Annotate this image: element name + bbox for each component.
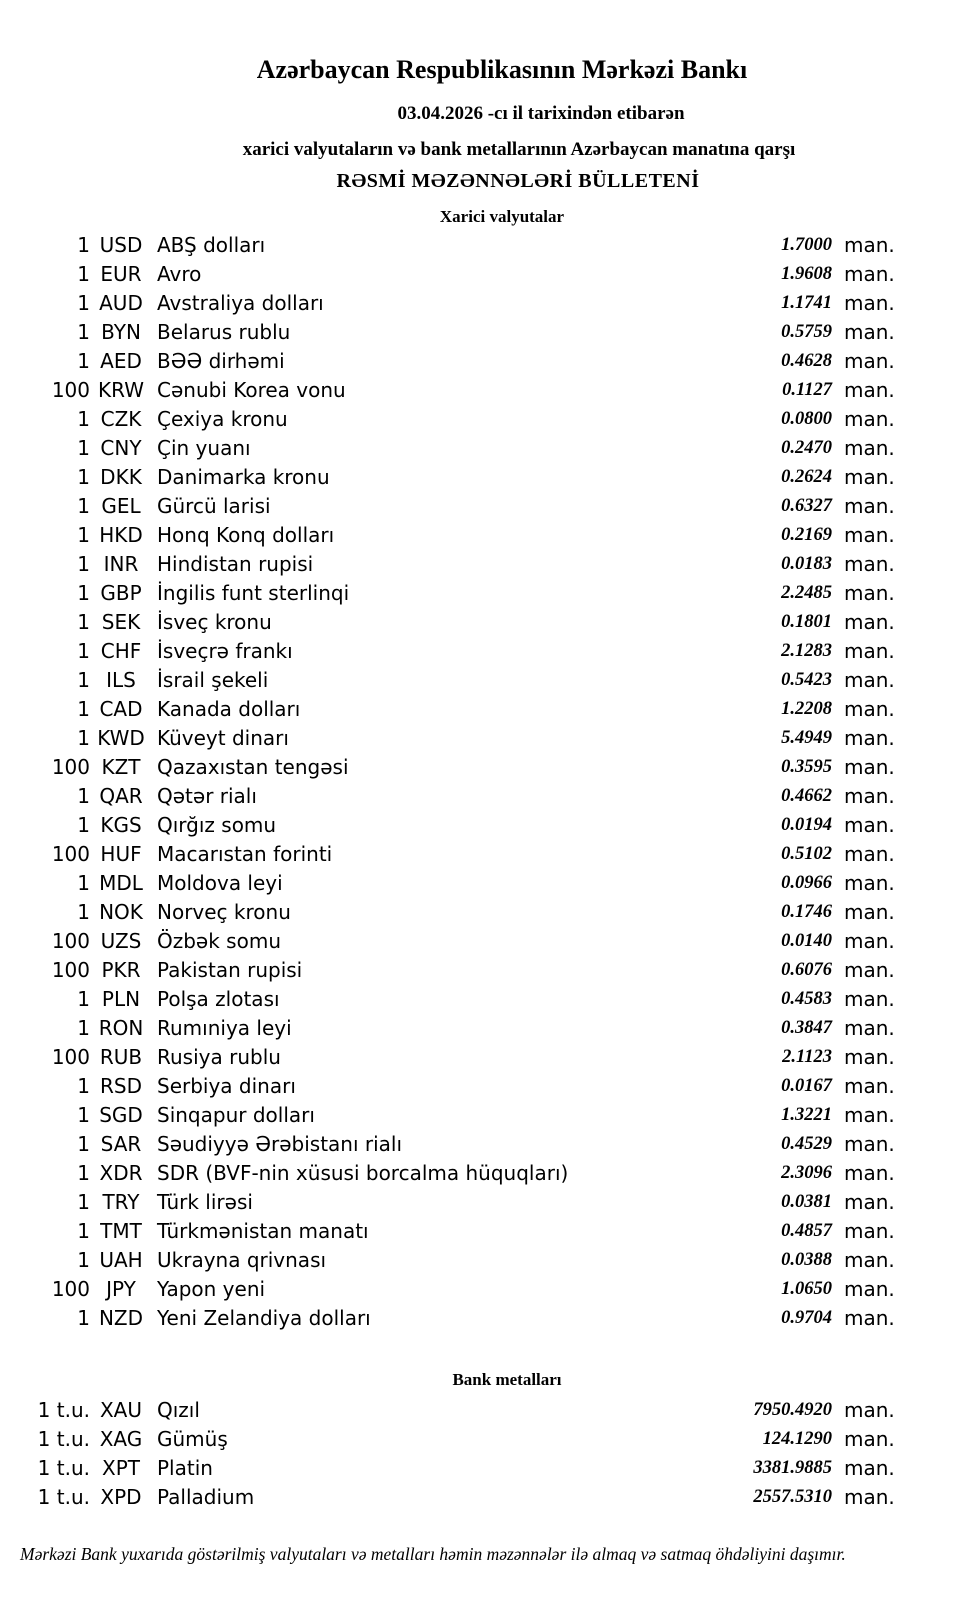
row-quantity: 1 [77,668,90,692]
row-name: Serbiya dinarı [157,1074,296,1098]
row-code: KGS [100,813,142,837]
row-rate: 0.4628 [781,351,832,371]
effective-date: 03.04.2026 -cı il tarixindən etibarən [397,103,685,124]
row-unit-label: man. [844,523,895,547]
row-quantity: 1 [77,349,90,373]
currency-row [0,840,898,869]
row-quantity: 1 [77,523,90,547]
row-code: TRY [102,1190,140,1214]
row-name: Qazaxıstan tengəsi [157,755,349,779]
row-unit-label: man. [844,610,895,634]
row-quantity: 1 [77,1248,90,1272]
row-unit-label: man. [844,1219,895,1243]
row-rate: 0.3847 [781,1018,832,1038]
currency-row [0,811,898,840]
row-unit-label: man. [844,1190,895,1214]
row-name: Ukrayna qrivnası [157,1248,327,1272]
row-rate: 0.5102 [781,844,832,864]
row-unit-label: man. [844,1016,895,1040]
row-name: Macarıstan forinti [157,842,333,866]
row-code: PLN [101,987,141,1011]
row-quantity: 1 t.u. [37,1427,90,1451]
row-name: Türk lirəsi [157,1190,253,1214]
currency-row [0,1072,898,1101]
row-rate: 5.4949 [781,728,832,748]
row-rate: 1.9608 [781,264,832,284]
row-quantity: 1 [77,871,90,895]
currency-row [0,985,898,1014]
row-code: BYN [101,320,141,344]
currency-row [0,666,898,695]
row-name: Hindistan rupisi [157,552,314,576]
row-code: CZK [100,407,142,431]
row-unit-label: man. [844,1074,895,1098]
row-code: PKR [101,958,141,982]
row-name: Avstraliya dolları [157,291,324,315]
row-name: SDR (BVF-nin xüsusi borcalma hüquqları) [157,1161,569,1185]
row-unit-label: man. [844,1132,895,1156]
currency-row [0,1217,898,1246]
row-quantity: 1 [77,1161,90,1185]
disclaimer-text: Mərkəzi Bank yuxarıda göstərilmiş valyutaları və metalları həmin məzənnələr ilə almaq və satmaq öhdəliyini daşımır. [20,1544,846,1564]
row-name: Çexiya kronu [157,407,288,431]
currency-row [0,695,898,724]
row-name: Küveyt dinarı [157,726,289,750]
currency-row [0,260,898,289]
row-code: XAG [99,1427,143,1451]
row-quantity: 1 [77,1103,90,1127]
row-quantity: 100 [51,1045,90,1069]
row-quantity: 1 t.u. [37,1485,90,1509]
row-rate: 0.0140 [781,931,832,951]
currency-row [0,898,898,927]
row-quantity: 1 [77,436,90,460]
currency-row [0,956,898,985]
currency-row [0,1014,898,1043]
row-unit-label: man. [844,668,895,692]
row-rate: 0.6327 [781,496,832,516]
row-quantity: 1 [77,813,90,837]
currency-row [0,521,898,550]
row-quantity: 1 [77,1132,90,1156]
row-rate: 1.7000 [781,235,832,255]
row-name: Palladium [157,1485,255,1509]
currency-row [0,1043,898,1072]
row-unit-label: man. [844,900,895,924]
row-unit-label: man. [844,842,895,866]
currency-row [0,753,898,782]
row-quantity: 1 [77,1074,90,1098]
row-code: ILS [106,668,136,692]
metal-row [0,1483,898,1512]
row-unit-label: man. [844,987,895,1011]
row-code: KWD [97,726,145,750]
row-unit-label: man. [844,465,895,489]
currency-row [0,318,898,347]
row-code: HKD [99,523,143,547]
currency-row [0,492,898,521]
row-rate: 0.0194 [781,815,832,835]
row-rate: 0.5759 [781,322,832,342]
row-code: NZD [98,1306,144,1330]
row-quantity: 100 [51,958,90,982]
row-rate: 0.2169 [781,525,832,545]
row-name: Platin [157,1456,213,1480]
row-name: Gürcü larisi [157,494,271,518]
row-code: HUF [100,842,142,866]
row-quantity: 1 [77,581,90,605]
row-rate: 0.2470 [781,438,832,458]
row-quantity: 1 [77,900,90,924]
metal-row [0,1425,898,1454]
row-name: Sinqapur dolları [157,1103,315,1127]
row-unit-label: man. [844,639,895,663]
row-rate: 0.9704 [781,1308,832,1328]
row-code: SAR [100,1132,142,1156]
row-name: Yapon yeni [157,1277,266,1301]
row-code: USD [99,233,143,257]
row-quantity: 100 [51,378,90,402]
row-unit-label: man. [844,407,895,431]
row-code: AUD [99,291,143,315]
row-rate: 0.0800 [781,409,832,429]
row-quantity: 100 [51,755,90,779]
currency-row [0,405,898,434]
currency-row [0,1275,898,1304]
row-code: CHF [100,639,142,663]
row-quantity: 100 [51,1277,90,1301]
row-rate: 0.1746 [781,902,832,922]
row-unit-label: man. [844,1456,895,1480]
row-name: Belarus rublu [157,320,291,344]
row-name: Yeni Zelandiya dolları [157,1306,371,1330]
row-name: Pakistan rupisi [157,958,303,982]
row-rate: 0.5423 [781,670,832,690]
row-code: AED [100,349,142,373]
row-code: TMT [100,1219,142,1243]
row-rate: 0.1801 [781,612,832,632]
row-unit-label: man. [844,784,895,808]
row-quantity: 1 t.u. [37,1398,90,1422]
row-unit-label: man. [844,958,895,982]
row-quantity: 1 [77,726,90,750]
row-rate: 2.2485 [781,583,832,603]
row-rate: 0.0183 [781,554,832,574]
row-name: Türkmənistan manatı [157,1219,369,1243]
row-rate: 0.4583 [781,989,832,1009]
row-rate: 3381.9885 [753,1458,832,1478]
row-name: Çin yuanı [157,436,251,460]
row-name: Gümüş [157,1427,228,1451]
row-code: CNY [100,436,142,460]
currency-row [0,376,898,405]
bulletin-title: RƏSMİ MƏZƏNNƏLƏRİ BÜLLETENİ [336,170,700,192]
row-rate: 0.0167 [781,1076,832,1096]
row-rate: 0.4662 [781,786,832,806]
row-name: BƏƏ dirhəmi [157,349,285,373]
row-code: KZT [101,755,141,779]
row-unit-label: man. [844,233,895,257]
row-rate: 0.2624 [781,467,832,487]
currency-row [0,289,898,318]
row-rate: 0.4529 [781,1134,832,1154]
row-unit-label: man. [844,1277,895,1301]
row-quantity: 100 [51,929,90,953]
row-quantity: 1 [77,320,90,344]
row-name: İngilis funt sterlinqi [157,581,350,605]
row-name: İsrail şekeli [157,668,269,692]
currency-row [0,579,898,608]
row-quantity: 1 [77,233,90,257]
row-name: Qətər rialı [157,784,257,808]
row-code: SGD [99,1103,143,1127]
row-name: Rusiya rublu [157,1045,281,1069]
row-code: NOK [99,900,143,924]
row-rate: 124.1290 [762,1429,832,1449]
row-rate: 0.0966 [781,873,832,893]
row-code: RSD [100,1074,142,1098]
row-quantity: 1 [77,262,90,286]
row-unit-label: man. [844,581,895,605]
currency-row [0,1159,898,1188]
currency-row [0,463,898,492]
row-rate: 1.3221 [781,1105,832,1125]
row-unit-label: man. [844,1161,895,1185]
row-unit-label: man. [844,929,895,953]
currency-row [0,927,898,956]
row-name: Avro [157,262,202,286]
row-unit-label: man. [844,1398,895,1422]
metal-row [0,1396,898,1425]
row-code: INR [103,552,139,576]
page-title: Azərbaycan Respublikasının Mərkəzi Bankı [256,55,748,84]
row-name: Cənubi Korea vonu [157,378,346,402]
currency-row [0,1130,898,1159]
row-name: Norveç kronu [157,900,291,924]
row-unit-label: man. [844,291,895,315]
row-quantity: 1 [77,291,90,315]
currency-row [0,550,898,579]
row-code: GBP [100,581,142,605]
row-name: Moldova leyi [157,871,283,895]
row-quantity: 1 [77,407,90,431]
row-unit-label: man. [844,1306,895,1330]
row-name: İsveç kronu [157,610,272,634]
row-code: DKK [100,465,142,489]
metal-table [0,1396,966,1512]
row-quantity: 1 [77,1306,90,1330]
row-code: RON [98,1016,144,1040]
row-unit-label: man. [844,378,895,402]
row-unit-label: man. [844,436,895,460]
row-code: XDR [99,1161,143,1185]
currency-row [0,347,898,376]
row-code: XPT [102,1456,140,1480]
row-name: İsveçrə frankı [157,639,293,663]
row-unit-label: man. [844,349,895,373]
row-quantity: 100 [51,842,90,866]
currency-row [0,231,898,260]
metal-row [0,1454,898,1483]
row-rate: 1.0650 [781,1279,832,1299]
row-unit-label: man. [844,262,895,286]
row-rate: 1.2208 [781,699,832,719]
row-name: Honq Konq dolları [157,523,335,547]
row-name: Özbək somu [157,929,281,953]
currency-row [0,637,898,666]
row-rate: 7950.4920 [753,1400,832,1420]
row-unit-label: man. [844,552,895,576]
row-code: UAH [99,1248,143,1272]
row-rate: 2.1123 [782,1047,832,1067]
currency-row [0,1101,898,1130]
currency-row [0,1246,898,1275]
row-name: Danimarka kronu [157,465,330,489]
row-name: Qırğız somu [157,813,277,837]
row-rate: 2.3096 [781,1163,832,1183]
row-unit-label: man. [844,1485,895,1509]
row-unit-label: man. [844,755,895,779]
currency-row [0,1304,898,1333]
row-unit-label: man. [844,1045,895,1069]
metals-section-title: Bank metalları [452,1370,562,1389]
row-quantity: 1 [77,465,90,489]
row-code: QAR [99,784,143,808]
row-rate: 0.1127 [782,380,832,400]
row-code: UZS [100,929,142,953]
row-code: CAD [99,697,143,721]
row-quantity: 1 [77,987,90,1011]
row-rate: 0.0388 [781,1250,832,1270]
row-quantity: 1 [77,1190,90,1214]
row-code: EUR [100,262,142,286]
row-rate: 0.4857 [781,1221,832,1241]
currency-row [0,724,898,753]
row-quantity: 1 [77,784,90,808]
row-unit-label: man. [844,320,895,344]
currency-row [0,869,898,898]
row-name: Polşa zlotası [157,987,280,1011]
row-name: Səudiyyə Ərəbistanı rialı [157,1132,403,1156]
currency-row [0,782,898,811]
currency-row [0,1188,898,1217]
row-rate: 0.0381 [781,1192,832,1212]
row-code: SEK [101,610,141,634]
row-name: Rumıniya leyi [157,1016,292,1040]
row-rate: 1.1741 [781,293,832,313]
row-quantity: 1 [77,1016,90,1040]
row-name: ABŞ dolları [157,233,266,257]
currency-row [0,608,898,637]
row-quantity: 1 [77,610,90,634]
row-unit-label: man. [844,1103,895,1127]
currency-table [0,231,966,1333]
row-rate: 0.6076 [781,960,832,980]
row-unit-label: man. [844,1248,895,1272]
currencies-section-title: Xarici valyutalar [439,207,565,226]
row-unit-label: man. [844,697,895,721]
row-code: MDL [99,871,143,895]
row-quantity: 1 [77,552,90,576]
row-quantity: 1 [77,494,90,518]
row-code: XAU [99,1398,143,1422]
row-unit-label: man. [844,1427,895,1451]
row-code: JPY [106,1277,136,1301]
row-quantity: 1 [77,697,90,721]
row-rate: 0.3595 [781,757,832,777]
row-code: XPD [100,1485,142,1509]
row-name: Kanada dolları [157,697,301,721]
row-code: GEL [101,494,141,518]
row-quantity: 1 [77,639,90,663]
row-quantity: 1 [77,1219,90,1243]
row-unit-label: man. [844,871,895,895]
row-name: Qızıl [157,1398,200,1422]
currency-row [0,434,898,463]
row-unit-label: man. [844,494,895,518]
row-unit-label: man. [844,813,895,837]
row-unit-label: man. [844,726,895,750]
bulletin-subtitle: xarici valyutaların və bank metallarının Azərbaycan manatına qarşı [242,139,796,160]
row-rate: 2557.5310 [753,1487,832,1507]
row-rate: 2.1283 [781,641,832,661]
row-quantity: 1 t.u. [37,1456,90,1480]
row-code: RUB [99,1045,143,1069]
row-code: KRW [98,378,144,402]
